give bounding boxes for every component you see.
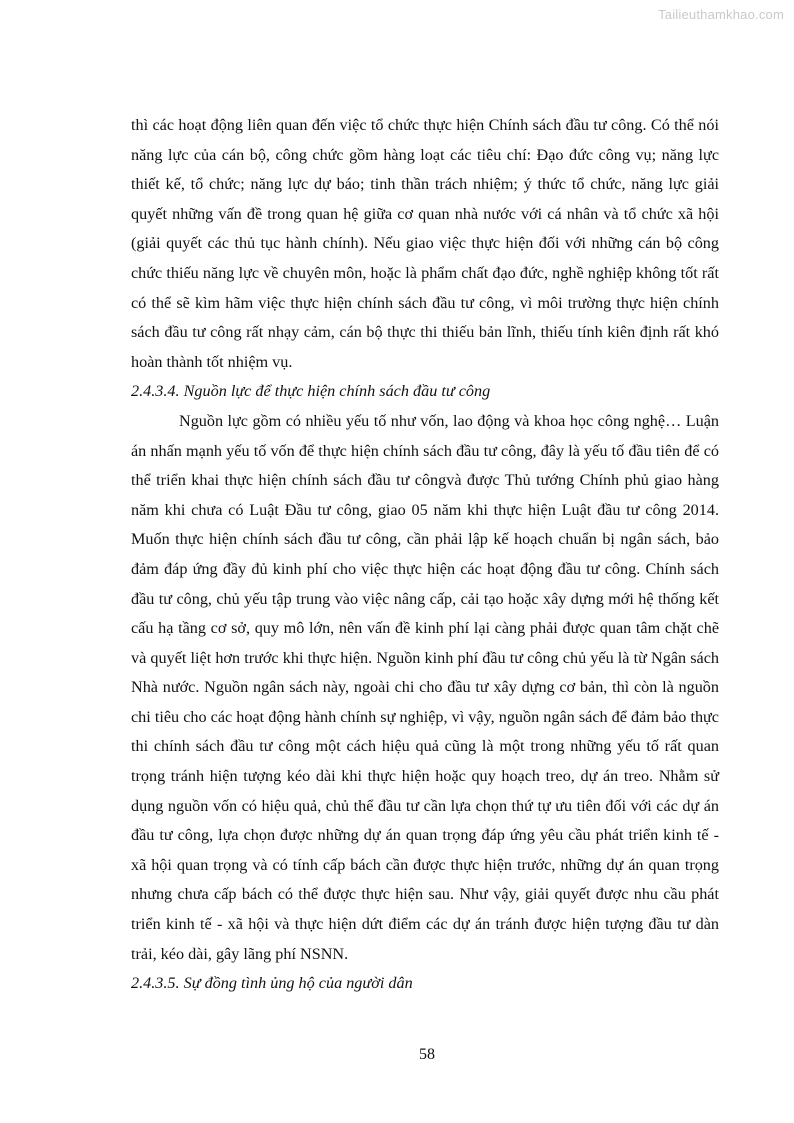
body-paragraph: thì các hoạt động liên quan đến việc tổ chức thực hiện Chính sách đầu tư công. Có thể nói năng lực của cán bộ, công chức gồm hàng loạt các tiêu chí: Đạo đức công vụ; năng lực thiết kế, tổ chức; năng lực dự báo; tinh thần trách nhiệm; ý thức tổ chức, năng lực giải quyết những vấn đề trong quan hệ giữa cơ quan nhà nước với cá nhân và tổ chức xã hội (giải quyết các thủ tục hành chính). Nếu giao việc thực hiện đối với những cán bộ công chức thiếu năng lực về chuyên môn, hoặc là phẩm chất đạo đức, nghề nghiệp không tốt rất có thể sẽ kìm hãm việc thực hiện chính sách đầu tư công, vì môi trường thực hiện chính sách đầu tư công rất nhạy cảm, cán bộ thực thi thiếu bản lĩnh, thiếu tính kiên định rất khó hoàn thành tốt nhiệm vụ. (131, 116, 719, 371)
section-heading: 2.4.3.5. Sự đồng tình ủng hộ của người dân (131, 974, 413, 993)
watermark-text: Tailieuthamkhao.com (658, 7, 784, 22)
body-paragraph: Nguồn lực gồm có nhiều yếu tố như vốn, lao động và khoa học công nghệ… Luận án nhấn mạnh yếu tố vốn để thực hiện chính sách đầu tư công, đây là yếu tố đầu tiên để có thể triển khai thực hiện chính sách đầu tư côngvà được Thủ tướng Chính phủ giao hàng năm khi chưa có Luật Đầu tư công, giao 05 năm khi thực hiện Luật đầu tư công 2014. Muốn thực hiện chính sách đầu tư công, cần phải lập kế hoạch chuẩn bị ngân sách, bảo đảm đáp ứng đầy đủ kinh phí cho việc thực hiện các hoạt động đầu tư công. Chính sách đầu tư công, chủ yếu tập trung vào việc nâng cấp, cải tạo hoặc xây dựng mới hệ thống kết cấu hạ tầng cơ sở, quy mô lớn, nên vấn đề kinh phí lại càng phải được quan tâm chặt chẽ và quyết liệt hơn trước khi thực hiện. Nguồn kinh phí đầu tư công chủ yếu là từ Ngân sách Nhà nước. Nguồn ngân sách này, ngoài chi cho đầu tư xây dựng cơ bản, thì còn là nguồn chi tiêu cho các hoạt động hành chính sự nghiệp, vì vậy, nguồn ngân sách để đảm bảo thực thi chính sách đầu tư công một cách hiệu quả cũng là một trong những yếu tố rất quan trọng tránh hiện tượng kéo dài khi thực hiện hoặc quy hoạch treo, dự án treo. Nhằm sử dụng nguồn vốn có hiệu quả, chủ thể đầu tư cần lựa chọn thứ tự ưu tiên đối với các dự án đầu tư công, lựa chọn được những dự án quan trọng đáp ứng yêu cầu phát triển kinh tế - xã hội quan trọng và có tính cấp bách cần được thực hiện trước, những dự án quan trọng nhưng chưa cấp bách có thể được thực hiện sau. Như vậy, giải quyết được nhu cầu phát triển kinh tế - xã hội và thực hiện dứt điểm các dự án tránh được hiện tượng đầu tư dàn trải, kéo dài, gây lãng phí NSNN. (131, 411, 719, 963)
section-heading: 2.4.3.4. Nguồn lực để thực hiện chính sách đầu tư công (131, 382, 491, 401)
document-body (131, 111, 719, 999)
page-number: 58 (419, 1046, 435, 1063)
